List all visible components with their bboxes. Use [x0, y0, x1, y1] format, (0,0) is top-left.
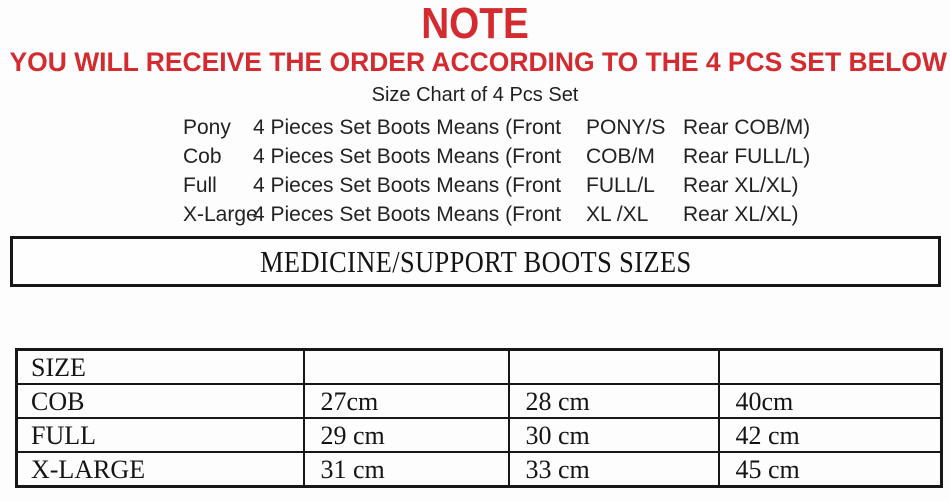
set-front-size: COB/M: [586, 145, 655, 168]
cell-size-label: SIZE: [17, 350, 304, 385]
cell-measure: 40cm: [719, 384, 942, 418]
cell-row-label: FULL: [17, 418, 304, 452]
cell-measure: 29 cm: [304, 418, 509, 452]
cell-measure: 31 cm: [304, 452, 509, 487]
set-row-pony: [183, 113, 950, 142]
set-row-full: [183, 171, 950, 200]
set-list: [183, 113, 950, 229]
set-name: X-Large: [183, 203, 258, 226]
set-name: Cob: [183, 145, 222, 168]
set-row-cob: [183, 142, 950, 171]
sizes-banner-title: MEDICINE/SUPPORT BOOTS SIZES: [259, 243, 692, 279]
set-front-size: PONY/S: [586, 116, 666, 139]
cell-measure: 45 cm: [719, 452, 942, 487]
sizes-banner: [10, 236, 941, 287]
set-rear-size: Rear FULL/L): [683, 145, 811, 168]
cell-header-empty: [304, 350, 509, 385]
cell-header-empty: [719, 350, 942, 385]
cell-measure: 42 cm: [719, 418, 942, 452]
set-rear-size: Rear XL/XL): [683, 174, 799, 197]
set-row-xlarge: [183, 200, 950, 229]
set-means: 4 Pieces Set Boots Means (Front: [253, 116, 562, 139]
sizes-table: [15, 348, 943, 488]
set-name: Pony: [183, 116, 231, 139]
note-title: NOTE: [421, 0, 529, 48]
cell-measure: 30 cm: [509, 418, 719, 452]
cell-measure: 33 cm: [509, 452, 719, 487]
set-means: 4 Pieces Set Boots Means (Front: [253, 203, 562, 226]
cell-measure: 28 cm: [509, 384, 719, 418]
table-row-xlarge: [17, 452, 942, 487]
note-subtitle: YOU WILL RECEIVE THE ORDER ACCORDING TO THE 4 PCS SET BELOW: [9, 47, 947, 77]
table-row-full: [17, 418, 942, 452]
cell-measure: 27cm: [304, 384, 509, 418]
size-chart-heading: Size Chart of 4 Pcs Set: [371, 84, 579, 106]
set-front-size: XL /XL: [586, 203, 649, 226]
cell-row-label: COB: [17, 384, 304, 418]
set-rear-size: Rear XL/XL): [683, 203, 799, 226]
set-means: 4 Pieces Set Boots Means (Front: [253, 145, 562, 168]
cell-header-empty: [509, 350, 719, 385]
set-means: 4 Pieces Set Boots Means (Front: [253, 174, 562, 197]
cell-row-label: X-LARGE: [17, 452, 304, 487]
table-row-cob: [17, 384, 942, 418]
set-name: Full: [183, 174, 217, 197]
set-front-size: FULL/L: [586, 174, 655, 197]
table-row-header: [17, 350, 942, 385]
set-rear-size: Rear COB/M): [683, 116, 811, 139]
